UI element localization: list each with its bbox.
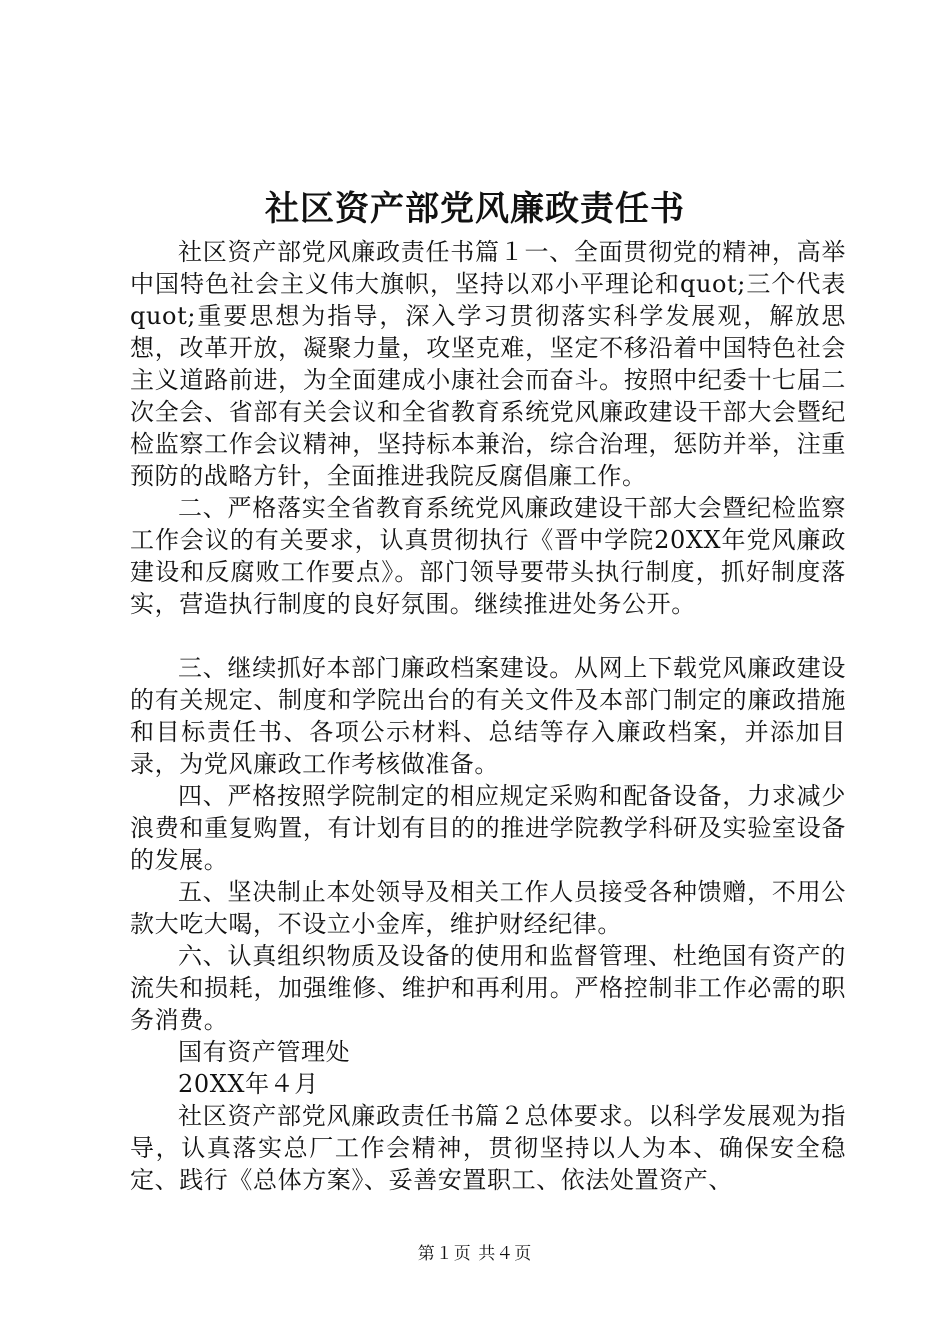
paragraph-2: 二、严格落实全省教育系统党风廉政建设干部大会暨纪检监察工作会议的有关要求，认真贯彻执行《晋中学院20XX年党风廉政建设和反腐败工作要点》。部门领导要带头执行制度，抓好制度落实，营造执行制度的良好氛围。继续推进处务公开。 [130,494,846,618]
paragraph-7: 社区资产部党风廉政责任书篇２总体要求。以科学发展观为指导，认真落实总厂工作会精神，贯彻坚持以人为本、确保安全稳定、践行《总体方案》、妥善安置职工、依法处置资产、 [130,1102,846,1194]
document-title: 社区资产部党风廉政责任书 [265,189,685,229]
paragraph-6: 六、认真组织物质及设备的使用和监督管理、杜绝国有资产的流失和损耗，加强维修、维护和再利用。严格控制非工作必需的职务消费。 [130,942,846,1034]
paragraph-1: 社区资产部党风廉政责任书篇１一、全面贯彻党的精神，高举中国特色社会主义伟大旗帜，坚持以邓小平理论和quot;三个代表quot;重要思想为指导，深入学习贯彻落实科学发展观，解放思想，改革开放，凝聚力量，攻坚克难，坚定不移沿着中国特色社会主义道路前进，为全面建成小康社会而奋斗。按照中纪委十七届二次全会、省部有关会议和全省教育系统党风廉政建设干部大会暨纪检监察工作会议精神，坚持标本兼治，综合治理，惩防并举，注重预防的战略方针，全面推进我院反腐倡廉工作。 [130,238,846,490]
paragraph-4: 四、严格按照学院制定的相应规定采购和配备设备，力求减少浪费和重复购置，有计划有目的的推进学院教学科研及实验室设备的发展。 [130,782,846,874]
paragraph-spacer [130,620,846,652]
document-body [130,236,846,1196]
signature-department: 国有资产管理处 [178,1038,351,1066]
signature-date: 20XX年４月 [178,1070,319,1098]
paragraph-3: 三、继续抓好本部门廉政档案建设。从网上下载党风廉政建设的有关规定、制度和学院出台的有关文件及本部门制定的廉政措施和目标责任书、各项公示材料、总结等存入廉政档案，并添加目录，为党风廉政工作考核做准备。 [130,654,846,778]
paragraph-5: 五、坚决制止本处领导及相关工作人员接受各种馈赠，不用公款大吃大喝，不设立小金库，维护财经纪律。 [130,878,846,938]
page-footer: 第１页 共４页 [417,1244,533,1264]
